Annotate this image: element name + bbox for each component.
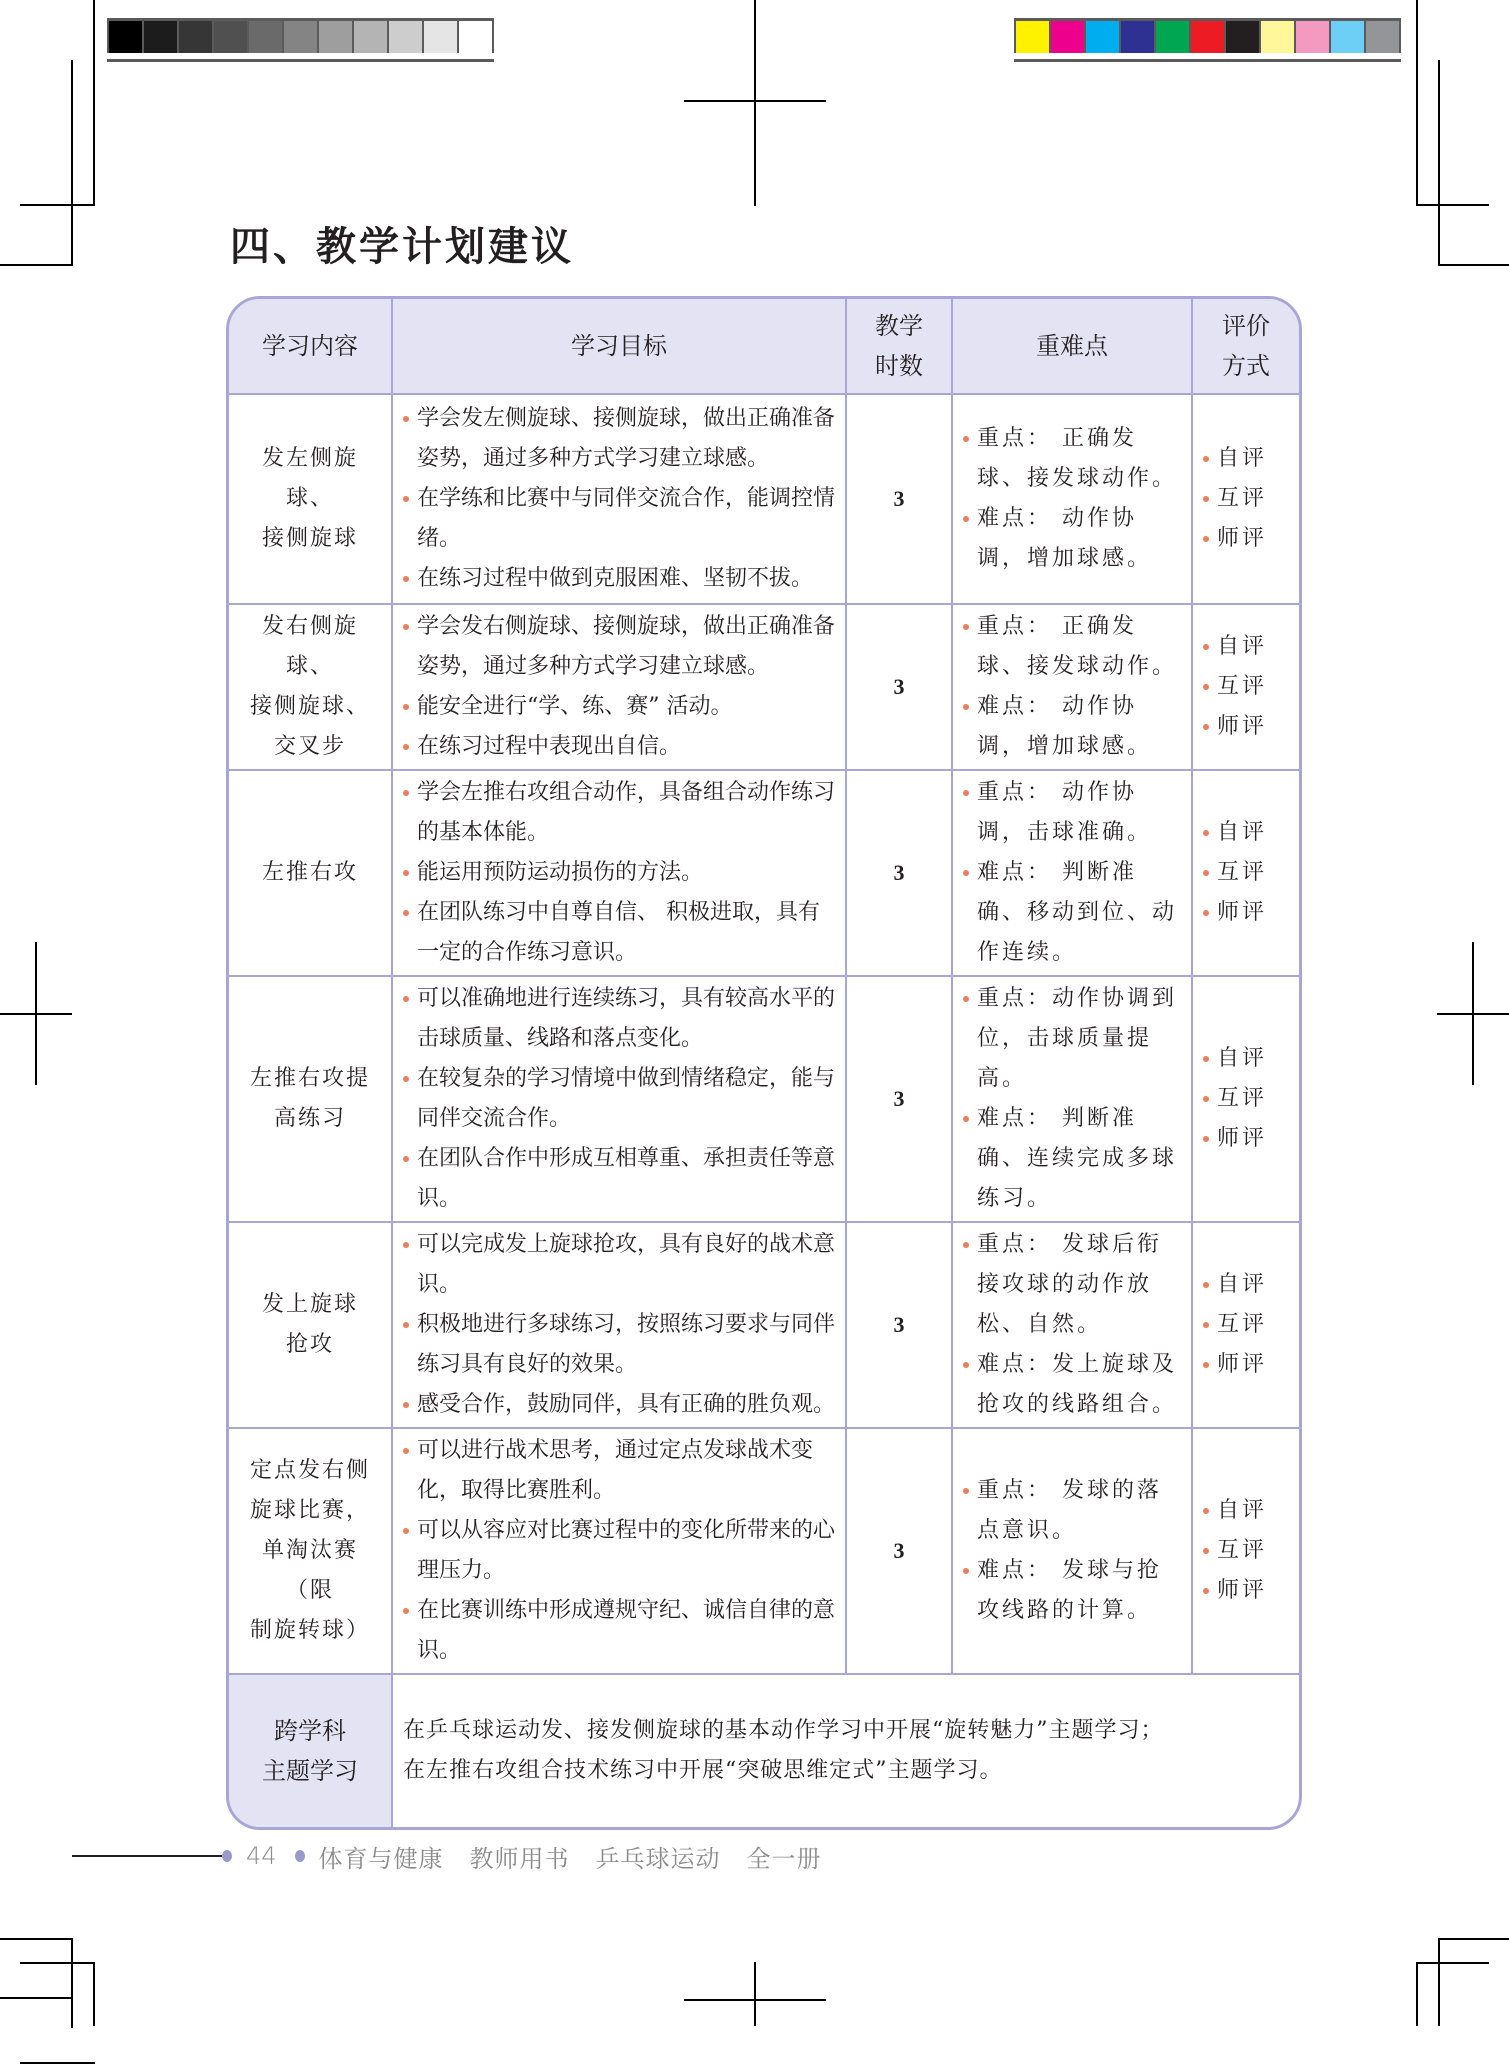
footer-volume: 全一册 (746, 1844, 822, 1873)
evaluation-method-item: 互评 (1201, 479, 1295, 519)
key-points-cell (952, 604, 1192, 770)
evaluation-cell (1192, 1222, 1299, 1428)
goal-item: 可以进行战术思考，通过定点发球战术变化，取得比赛胜利。 (401, 1431, 837, 1511)
crop-mark (93, 0, 95, 204)
goal-item: 积极地进行多球练习，按照练习要求与同伴练习具有良好的效果。 (401, 1305, 837, 1385)
gray-swatch (249, 21, 284, 53)
cross-subject-label-line: 跨学科 (274, 1717, 346, 1745)
key-point-item: 重点：动作协调到位，击球质量提高。 (961, 979, 1185, 1099)
cross-subject-label (229, 1674, 392, 1827)
goal-item: 可以准确地进行连续练习，具有较高水平的击球质量、线路和落点变化。 (401, 979, 837, 1059)
registration-mark (754, 0, 756, 206)
teaching-plan-table (226, 296, 1302, 1830)
evaluation-method-item: 互评 (1201, 1305, 1295, 1345)
evaluation-method-item: 自评 (1201, 1265, 1295, 1305)
learning-content-line: 高练习 (273, 1106, 346, 1131)
goal-item: 在团队合作中形成互相尊重、承担责任等意识。 (401, 1139, 837, 1219)
goal-item: 学会发右侧旋球、接侧旋球，做出正确准备姿势，通过多种方式学习建立球感。 (401, 607, 837, 687)
cross-subject-text-line: 在左推右攻组合技术练习中开展“突破思维定式”主题学习。 (403, 1758, 1003, 1783)
crop-mark (1416, 0, 1418, 204)
registration-mark (0, 1013, 72, 1015)
header-hours-line: 教学 (875, 312, 923, 340)
goal-item: 学会左推右攻组合动作，具备组合动作练习的基本体能。 (401, 773, 837, 853)
goal-item: 能安全进行“学、练、赛” 活动。 (401, 687, 837, 727)
evaluation-method-item: 自评 (1201, 439, 1295, 479)
crop-mark (1438, 60, 1440, 266)
goal-item: 能运用预防运动损伤的方法。 (401, 853, 837, 893)
goal-item: 在较复杂的学习情境中做到情绪稳定，能与同伴交流合作。 (401, 1059, 837, 1139)
gray-swatch (354, 21, 389, 53)
key-point-item: 难点： 发球与抢攻线路的计算。 (961, 1551, 1185, 1631)
evaluation-method-item: 自评 (1201, 627, 1295, 667)
crop-mark (1438, 1938, 1509, 1940)
evaluation-method-item: 师评 (1201, 893, 1295, 933)
teaching-hours-cell: 3 (846, 1222, 952, 1428)
evaluation-method-item: 自评 (1201, 813, 1295, 853)
gray-swatch (214, 21, 249, 53)
registration-mark (684, 100, 826, 102)
footer-book-type: 教师用书 (469, 1844, 570, 1873)
registration-mark (684, 1999, 826, 2001)
learning-content-cell (229, 394, 392, 604)
crop-mark (93, 1962, 95, 2026)
learning-goals-cell (392, 1222, 846, 1428)
goal-item: 可以完成发上旋球抢攻，具有良好的战术意识。 (401, 1225, 837, 1305)
table-row (229, 770, 1299, 976)
cross-subject-text-line: 在乒乓球运动发、接发侧旋球的基本动作学习中开展“旋转魅力”主题学习； (403, 1718, 1164, 1743)
crop-mark (71, 60, 73, 266)
grayscale-calibration-bar (107, 18, 494, 62)
key-points-cell (952, 1222, 1192, 1428)
table-row (229, 1222, 1299, 1428)
learning-content-cell (229, 770, 392, 976)
evaluation-method-item: 师评 (1201, 707, 1295, 747)
evaluation-method-item: 师评 (1201, 519, 1295, 559)
table-row (229, 604, 1299, 770)
crop-mark (20, 204, 95, 206)
learning-content-line: 发左侧旋球、 (261, 446, 358, 511)
learning-content-line: 单淘汰赛（限 (261, 1538, 358, 1603)
goal-item: 感受合作，鼓励同伴，具有正确的胜负观。 (401, 1385, 837, 1425)
crop-mark (1438, 1938, 1440, 2026)
key-points-cell (952, 976, 1192, 1222)
header-key-points: 重难点 (952, 299, 1192, 394)
learning-content-cell (229, 1428, 392, 1674)
key-point-item: 难点： 判断准确、连续完成多球练习。 (961, 1099, 1185, 1219)
color-swatch (1366, 21, 1401, 53)
key-points-cell (952, 770, 1192, 976)
learning-content-line: 发上旋球 (261, 1292, 358, 1317)
color-swatch (1014, 21, 1051, 53)
gray-swatch (179, 21, 214, 53)
table-row (229, 1428, 1299, 1674)
evaluation-method-item: 互评 (1201, 1531, 1295, 1571)
goal-item: 学会发左侧旋球、接侧旋球，做出正确准备姿势，通过多种方式学习建立球感。 (401, 399, 837, 479)
evaluation-cell (1192, 1428, 1299, 1674)
color-swatch (1156, 21, 1191, 53)
gray-swatch (284, 21, 319, 53)
goal-item: 在学练和比赛中与同伴交流合作，能调控情绪。 (401, 479, 837, 559)
gray-swatch (459, 21, 494, 53)
teaching-hours-cell: 3 (846, 1428, 952, 1674)
evaluation-cell (1192, 604, 1299, 770)
key-point-item: 重点： 动作协调，击球准确。 (961, 773, 1185, 853)
header-evaluation (1192, 299, 1299, 394)
footer-rule (72, 1855, 222, 1857)
color-calibration-bar (1014, 18, 1401, 62)
color-swatch (1191, 21, 1226, 53)
evaluation-method-item: 自评 (1201, 1491, 1295, 1531)
goal-item: 在练习过程中做到克服困难、坚韧不拔。 (401, 559, 837, 599)
registration-mark (754, 1962, 756, 2026)
key-point-item: 重点： 发球后衔接攻球的动作放松、自然。 (961, 1225, 1185, 1345)
evaluation-method-item: 师评 (1201, 1571, 1295, 1611)
learning-content-line: 发右侧旋球、 (261, 614, 358, 679)
color-swatch (1086, 21, 1121, 53)
color-swatch (1261, 21, 1296, 53)
key-point-item: 难点：发上旋球及抢攻的线路组合。 (961, 1345, 1185, 1425)
gray-swatch (319, 21, 354, 53)
learning-content-line: 制旋转球） (249, 1618, 370, 1643)
gray-swatch (107, 21, 144, 53)
teaching-hours-cell: 3 (846, 976, 952, 1222)
gray-swatch (389, 21, 424, 53)
key-point-item: 难点： 判断准确、移动到位、动作连续。 (961, 853, 1185, 973)
learning-content-cell (229, 604, 392, 770)
learning-content-line: 接侧旋球 (261, 526, 358, 551)
learning-content-line: 左推右攻 (261, 860, 358, 885)
key-point-item: 重点： 正确发球、接发球动作。 (961, 607, 1185, 687)
header-teaching-hours (846, 299, 952, 394)
learning-content-cell (229, 976, 392, 1222)
crop-mark (0, 1938, 73, 1940)
header-learning-content: 学习内容 (229, 299, 392, 394)
header-learning-goals: 学习目标 (392, 299, 846, 394)
learning-goals-cell (392, 770, 846, 976)
footer-book-title: 体育与健康 (318, 1844, 444, 1873)
cross-subject-label-line: 主题学习 (262, 1757, 358, 1785)
crop-mark (0, 264, 73, 266)
goal-item: 在团队练习中自尊自信、 积极进取，具有一定的合作练习意识。 (401, 893, 837, 973)
color-swatch (1226, 21, 1261, 53)
table-row (229, 394, 1299, 604)
gray-swatch (144, 21, 179, 53)
header-eval-line: 方式 (1222, 352, 1270, 380)
color-swatch (1121, 21, 1156, 53)
crop-mark (1416, 1962, 1489, 1964)
learning-goals-cell (392, 1428, 846, 1674)
learning-content-cell (229, 1222, 392, 1428)
evaluation-method-item: 自评 (1201, 1039, 1295, 1079)
teaching-hours-cell: 3 (846, 394, 952, 604)
key-point-item: 难点： 动作协调，增加球感。 (961, 687, 1185, 767)
key-points-cell (952, 394, 1192, 604)
footer-dot-icon (222, 1850, 232, 1862)
page-number: 44 (246, 1842, 277, 1870)
learning-goals-cell (392, 976, 846, 1222)
learning-goals-cell (392, 604, 846, 770)
evaluation-cell (1192, 770, 1299, 976)
goal-item: 在练习过程中表现出自信。 (401, 727, 837, 767)
table-row (229, 976, 1299, 1222)
crop-mark (1438, 264, 1509, 266)
page-footer (72, 1838, 848, 1874)
crop-mark (20, 1962, 95, 1964)
teaching-hours-cell: 3 (846, 770, 952, 976)
footer-topic: 乒乓球运动 (595, 1844, 721, 1873)
learning-content-line: 左推右攻提 (249, 1066, 370, 1091)
page-title: 四、教学计划建议 (230, 223, 574, 270)
learning-content-line: 交叉步 (273, 734, 346, 759)
key-points-cell (952, 1428, 1192, 1674)
footer-dot-icon (295, 1850, 305, 1862)
learning-content-line: 旋球比赛， (249, 1498, 370, 1523)
evaluation-method-item: 互评 (1201, 853, 1295, 893)
key-point-item: 难点： 动作协调，增加球感。 (961, 499, 1185, 579)
crop-mark (1416, 1962, 1418, 2026)
table-header-row (229, 299, 1299, 394)
goal-item: 可以从容应对比赛过程中的变化所带来的心理压力。 (401, 1511, 837, 1591)
teaching-hours-cell: 3 (846, 604, 952, 770)
key-point-item: 重点： 发球的落点意识。 (961, 1471, 1185, 1551)
learning-content-line: 抢攻 (285, 1332, 334, 1357)
learning-content-line: 接侧旋球、 (249, 694, 370, 719)
evaluation-method-item: 互评 (1201, 1079, 1295, 1119)
header-hours-line: 时数 (875, 352, 923, 380)
registration-mark (1437, 1013, 1509, 1015)
color-swatch (1296, 21, 1331, 53)
color-swatch (1331, 21, 1366, 53)
evaluation-cell (1192, 976, 1299, 1222)
color-swatch (1051, 21, 1086, 53)
evaluation-method-item: 互评 (1201, 667, 1295, 707)
crop-mark (71, 1938, 73, 2028)
crop-mark (0, 1997, 73, 1999)
cross-subject-row (229, 1674, 1299, 1827)
header-eval-line: 评价 (1222, 312, 1270, 340)
crop-mark (1416, 204, 1489, 206)
evaluation-cell (1192, 394, 1299, 604)
gray-swatch (424, 21, 459, 53)
goal-item: 在比赛训练中形成遵规守纪、诚信自律的意识。 (401, 1591, 837, 1671)
evaluation-method-item: 师评 (1201, 1119, 1295, 1159)
learning-content-line: 定点发右侧 (249, 1458, 370, 1483)
key-point-item: 重点： 正确发球、接发球动作。 (961, 419, 1185, 499)
evaluation-method-item: 师评 (1201, 1345, 1295, 1385)
learning-goals-cell (392, 394, 846, 604)
cross-subject-text (392, 1674, 1299, 1827)
